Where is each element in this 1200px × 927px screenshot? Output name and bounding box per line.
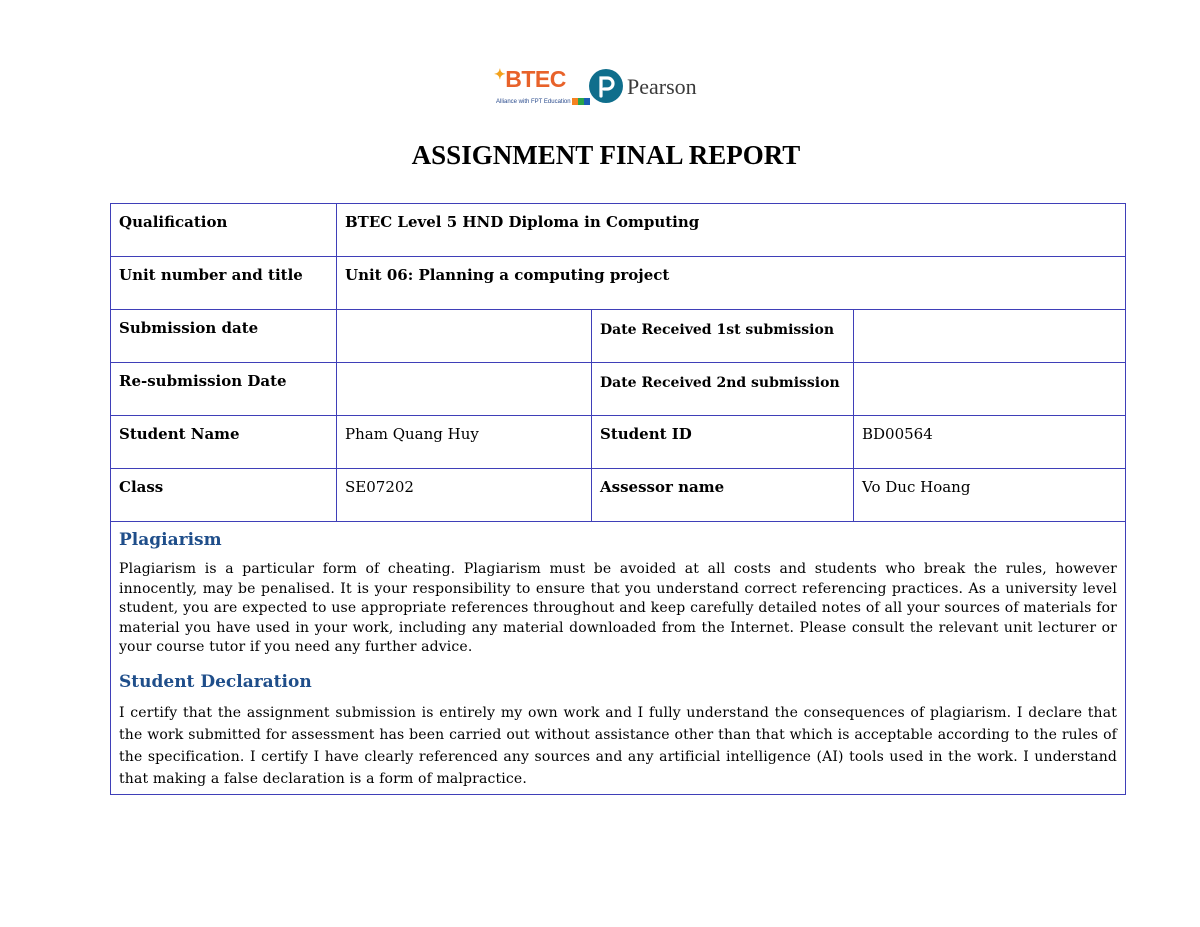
qualification-label: Qualification <box>119 213 228 231</box>
unit-label: Unit number and title <box>119 266 303 284</box>
student-name-label: Student Name <box>119 425 240 443</box>
qualification-value: BTEC Level 5 HND Diploma in Computing <box>336 204 1125 256</box>
date-received-1st-label: Date Received 1st submission <box>591 310 853 362</box>
class-label: Class <box>119 478 164 496</box>
submission-date-value <box>336 310 591 362</box>
assessor-name-label: Assessor name <box>591 469 853 521</box>
page-title: ASSIGNMENT FINAL REPORT <box>411 140 801 170</box>
resubmission-date-value <box>336 363 591 415</box>
btec-text: BTEC <box>505 66 566 92</box>
btec-wordmark: ✦BTEC <box>494 66 566 92</box>
declaration-section <box>119 526 1117 790</box>
row-unit <box>111 257 1125 310</box>
btec-logo <box>494 66 571 110</box>
student-id-value: BD00564 <box>853 416 1125 468</box>
btec-tagline <box>496 98 590 105</box>
header-logos <box>0 62 1200 118</box>
student-declaration-text: I certify that the assignment submission is entirely my own work and I fully understand the consequences of plagiarism. I declare that the work submitted for assessment has been carried out without assistance other than that which is acceptable according to the rules of the specification. I certify I have clearly referenced any sources and any artificial intelligence (AI) tools used in the work. I understand that making a false declaration is a form of malpractice. <box>119 704 1117 787</box>
student-declaration-heading: Student Declaration <box>119 671 312 692</box>
resubmission-date-label: Re-submission Date <box>119 372 287 390</box>
plagiarism-text: Plagiarism is a particular form of cheating. Plagiarism must be avoided at all costs and students who break the rules, however innocently, may be penalised. It is your responsibility to ensure that you understand correct referencing practices. As a university level student, you are expected to use appropriate references throughout and keep carefully detailed notes of all your sources of materials for material you have used in your work, including any material downloaded from the Internet. Please consult the relevant unit lecturer or your course tutor if you need any further advice. <box>119 561 1117 655</box>
date-received-2nd-label: Date Received 2nd submission <box>591 363 853 415</box>
fpt-mark-icon <box>572 98 590 105</box>
assessor-name-value: Vo Duc Hoang <box>853 469 1125 521</box>
report-cover-table <box>110 203 1126 795</box>
student-id-label: Student ID <box>591 416 853 468</box>
pearson-text: Pearson <box>627 74 697 99</box>
row-student <box>111 416 1125 469</box>
btec-tagline-text: Alliance with FPT Education <box>496 99 571 106</box>
pearson-logo <box>589 69 719 109</box>
date-received-2nd-value <box>853 363 1125 415</box>
row-qualification <box>111 204 1125 257</box>
student-name-value: Pham Quang Huy <box>336 416 591 468</box>
row-submission-date <box>111 310 1125 363</box>
class-value: SE07202 <box>336 469 591 521</box>
plagiarism-heading: Plagiarism <box>119 530 222 550</box>
unit-value: Unit 06: Planning a computing project <box>336 257 1125 309</box>
date-received-1st-value <box>853 310 1125 362</box>
row-resubmission-date <box>111 363 1125 416</box>
pearson-p-icon <box>589 69 623 103</box>
row-class <box>111 469 1125 522</box>
submission-date-label: Submission date <box>119 319 259 337</box>
